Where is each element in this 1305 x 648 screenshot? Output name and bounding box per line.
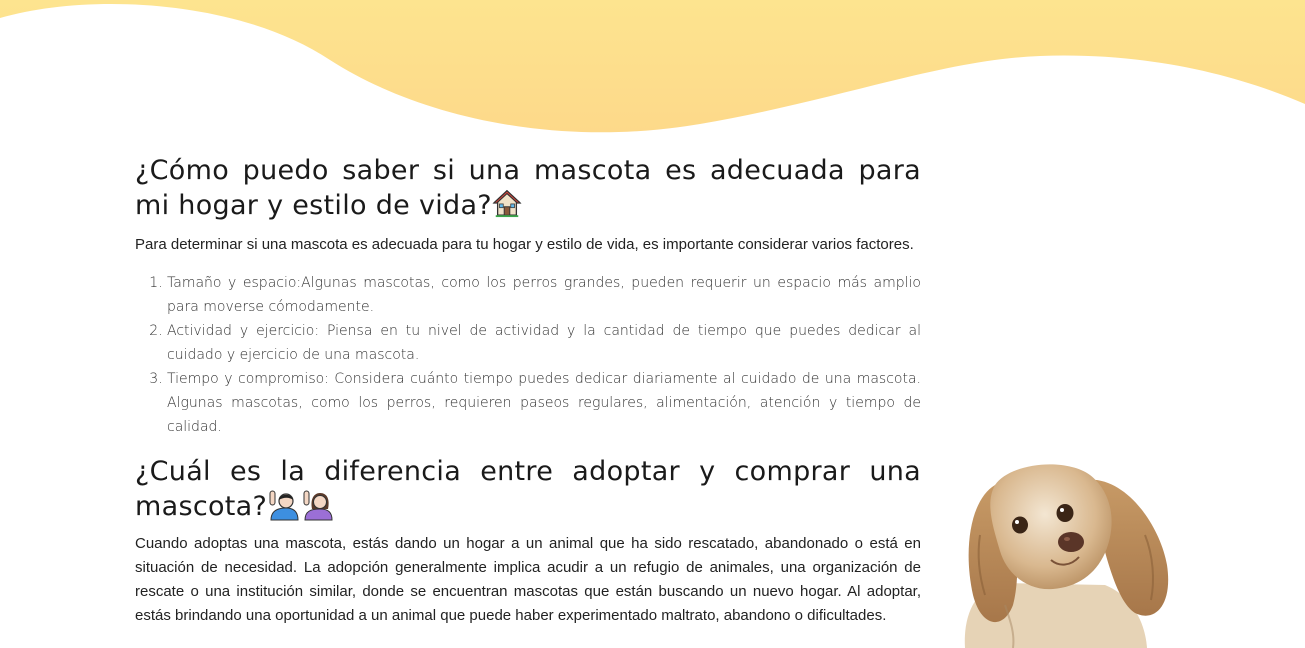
decorative-wave-banner [0,0,1305,140]
person-raising-hand-icon [267,489,299,521]
factors-list [135,271,921,439]
section-title-adopt-vs-buy [135,455,921,524]
adoption-paragraph: Cuando adoptas una mascota, estás dando un hogar a un animal que ha sido rescatado, abandonado o está en situación de necesidad. La adopción generalmente implica acudir a un refugio de animales, una organización de rescate o una institución similar, donde se encuentran mascotas que están buscando un nuevo hogar. Al adoptar, estás brindando una oportunidad a un animal que puede haber experimentado maltrato, abandono o dificultades. [135,535,921,624]
woman-raising-hand-icon [301,489,333,521]
faq-content [135,150,921,628]
section-title-text: ¿Cómo puedo saber si una mascota es adecuada para mi hogar y estilo de vida? [135,155,921,221]
section-title-text: ¿Cuál es la diferencia entre adoptar y comprar una mascota? [135,456,921,522]
section-intro: Para determinar si una mascota es adecuada para tu hogar y estilo de vida, es importante considerar varios factores. [135,236,914,253]
list-item: 2. Actividad y ejercicio: Piensa en tu nivel de actividad y la cantidad de tiempo que puedes dedicar al cuidado y ejercicio de una mascota. [167,319,921,367]
house-icon [492,188,522,218]
cocker-spaniel-dog-icon [955,455,1175,648]
list-item: 3. Tiempo y compromiso: Considera cuánto tiempo puedes dedicar diariamente al cuidado de una mascota. Algunas mascotas, como los perros, requieren paseos regulares, alimentación, atención y tiempo de calidad. [167,367,921,439]
section-title-suitability [135,154,921,223]
list-item: 1. Tamaño y espacio:Algunas mascotas, como los perros grandes, pueden requerir un espacio más amplio para moverse cómodamente. [167,271,921,319]
